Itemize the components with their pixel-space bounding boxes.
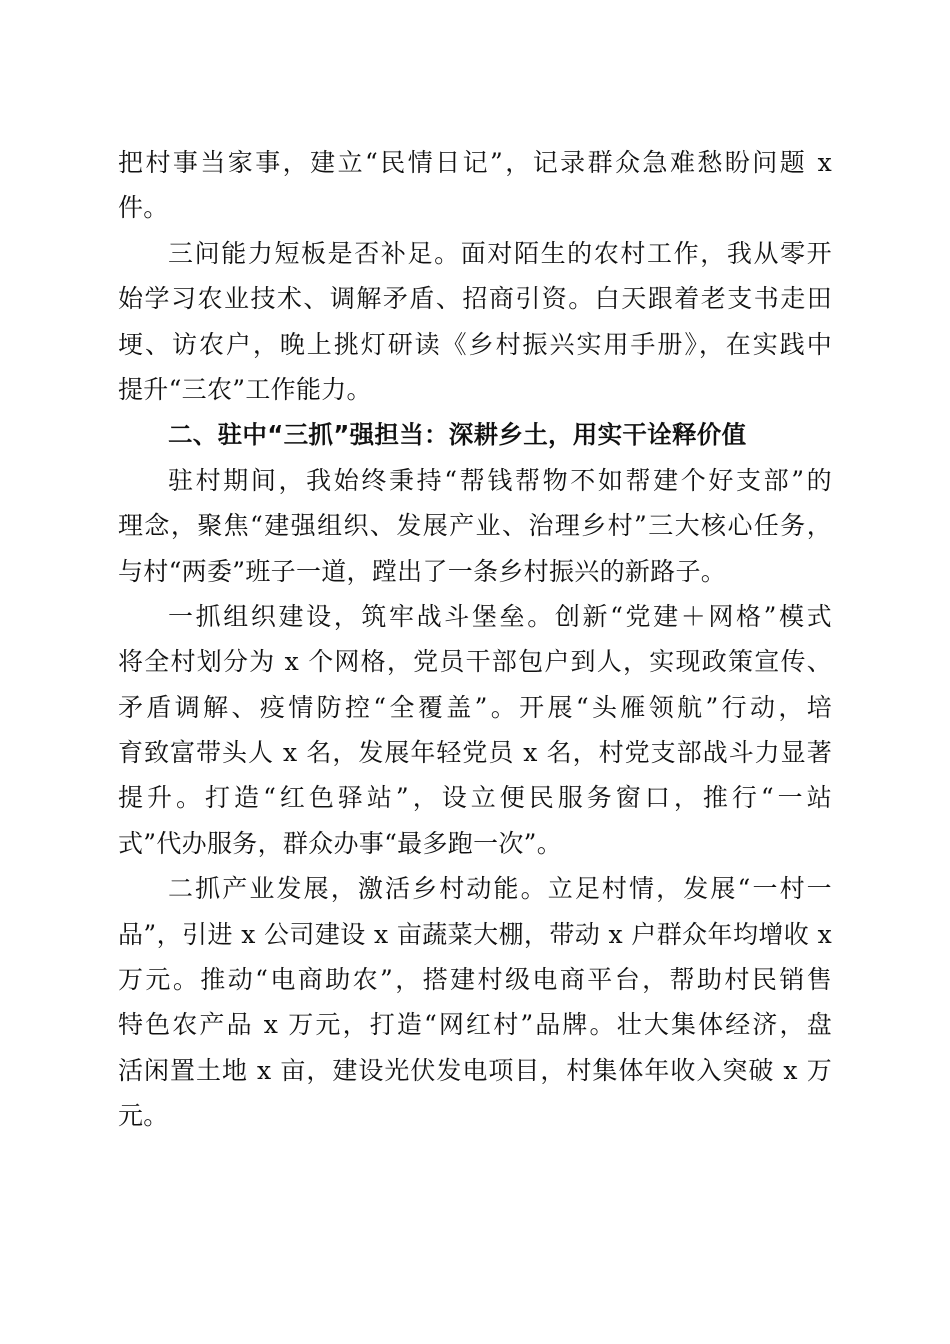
text-line: 埂、访农户，晚上挑灯研读《乡村振兴实用手册》，在实践中: [118, 329, 832, 359]
heading-text: 二、驻中“三抓”强担当：深耕乡土，用实干诠释价值: [168, 420, 747, 450]
text-line: 活闲置土地 x 亩，建设光伏发电项目，村集体年收入突破 x 万: [118, 1055, 832, 1085]
paragraph: [118, 594, 832, 866]
text-line: 二抓产业发展，激活乡村动能。立足村情，发展“一村一: [168, 874, 832, 904]
text-line: 特色农产品 x 万元，打造“网红村”品牌。壮大集体经济，盘: [118, 1010, 832, 1040]
text-line: 将全村划分为 x 个网格，党员干部包户到人，实现政策宣传、: [118, 647, 832, 677]
paragraph: [118, 866, 832, 1138]
text-line: 矛盾调解、疫情防控“全覆盖”。开展“头雁领航”行动，培: [118, 692, 832, 722]
text-line: 万元。推动“电商助农”，搭建村级电商平台，帮助村民销售: [118, 965, 832, 995]
text-line: 驻村期间，我始终秉持“帮钱帮物不如帮建个好支部”的: [168, 465, 832, 495]
text-line: 与村“两委”班子一道，蹚出了一条乡村振兴的新路子。: [118, 556, 727, 586]
text-line: 件。: [118, 193, 169, 223]
text-line: 提升“三农”工作能力。: [118, 374, 372, 404]
text-line: 提升。打造“红色驿站”，设立便民服务窗口，推行“一站: [118, 783, 832, 813]
text-line: 把村事当家事，建立“民情日记”，记录群众急难愁盼问题 x: [118, 148, 832, 177]
text-line: 品”，引进 x 公司建设 x 亩蔬菜大棚，带动 x 户群众年均增收 x: [118, 919, 832, 949]
text-line: 三问能力短板是否补足。面对陌生的农村工作，我从零开: [168, 238, 832, 268]
paragraph: [118, 458, 832, 594]
text-line: 式”代办服务，群众办事“最多跑一次”。: [118, 828, 563, 858]
text-line: 一抓组织建设，筑牢战斗堡垒。创新“党建＋网格”模式: [168, 601, 832, 631]
text-line: 元。: [118, 1101, 169, 1131]
paragraph: [118, 231, 832, 413]
document-body: [118, 140, 832, 1139]
section-heading: [118, 412, 832, 457]
text-line: 育致富带头人 x 名，发展年轻党员 x 名，村党支部战斗力显著: [118, 738, 832, 768]
text-line: 始学习农业技术、调解矛盾、招商引资。白天跟着老支书走田: [118, 284, 832, 314]
text-line: 理念，聚焦“建强组织、发展产业、治理乡村”三大核心任务，: [118, 511, 832, 541]
paragraph: [118, 140, 832, 231]
